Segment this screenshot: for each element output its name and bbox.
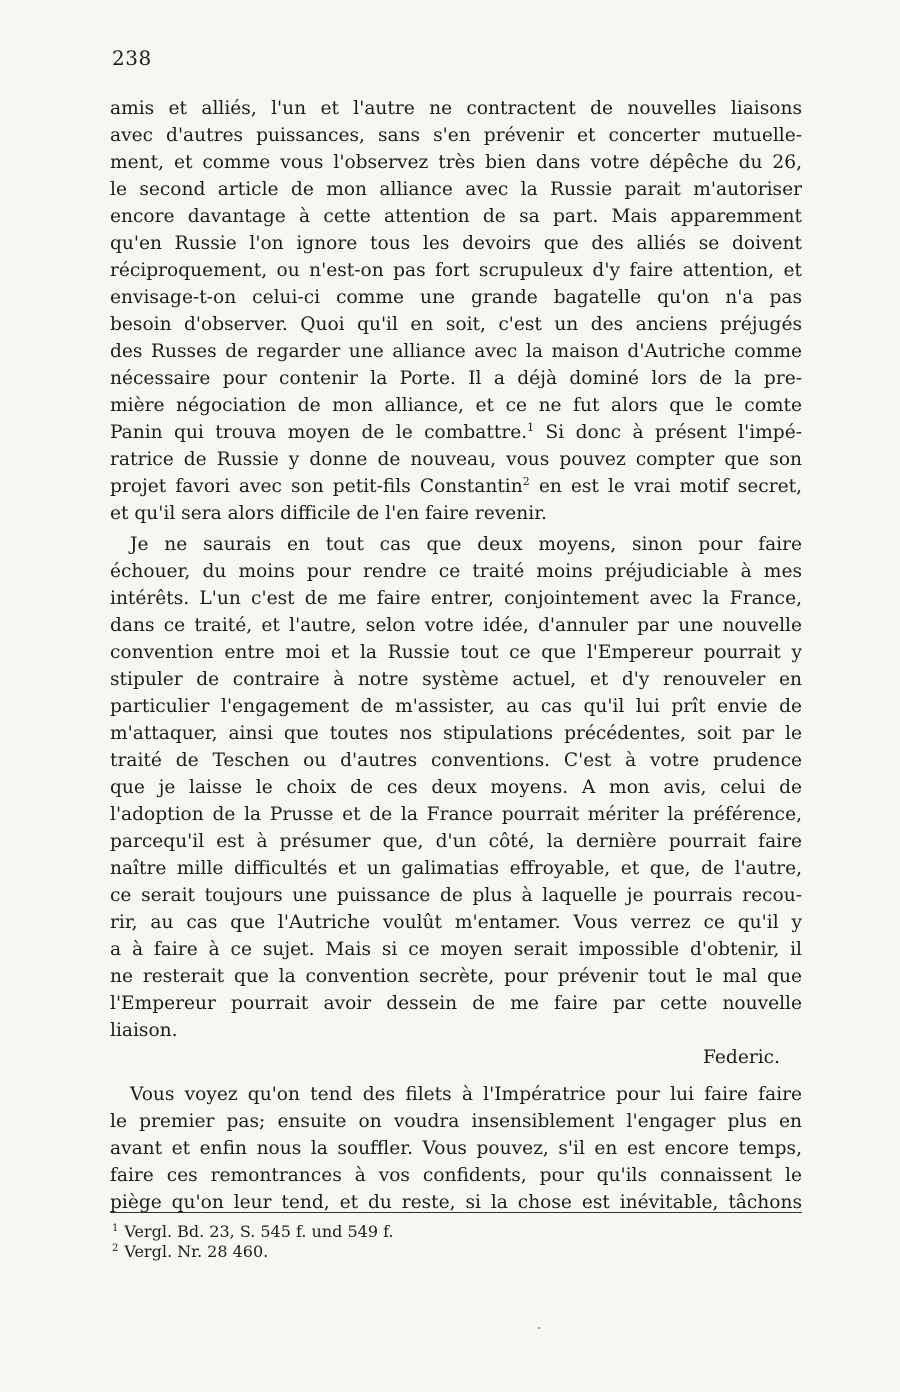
text-line: avec d'autres puissances, sans s'en prévenir et concerter mutuelle-	[110, 125, 802, 146]
text-segment: projet favori avec son petit-fils Constantin	[110, 476, 523, 497]
text-segment: en est le vrai motif secret,	[538, 476, 802, 497]
text-line: Vous voyez qu'on tend des filets à l'Impératrice pour lui faire faire	[130, 1084, 802, 1105]
text-line: amis et alliés, l'un et l'autre ne contractent de nouvelles liaisons	[110, 98, 802, 119]
paper-speck	[538, 1327, 540, 1329]
footnote-number: 2	[112, 1242, 119, 1254]
footnote-2	[112, 1242, 394, 1262]
footnote-text: Vergl. Nr. 28 460.	[124, 1242, 269, 1261]
text-line: liaison.	[110, 1020, 178, 1041]
text-line: réciproquement, ou n'est-on pas fort scrupuleux d'y faire attention, et	[110, 260, 802, 281]
text-line: qu'en Russie l'on ignore tous les devoirs que des alliés se doivent	[110, 233, 802, 254]
text-line: convention entre moi et la Russie tout ce que l'Empereur pourrait y	[110, 642, 802, 663]
text-line: rir, au cas que l'Autriche voulût m'entamer. Vous verrez ce qu'il y	[110, 912, 802, 933]
text-line: mière négociation de mon alliance, et ce ne fut alors que le comte	[110, 395, 802, 416]
page-number: 238	[112, 46, 152, 70]
text-line: avant et enfin nous la souffler. Vous pouvez, s'il en est encore temps,	[110, 1138, 802, 1159]
text-line: et qu'il sera alors difficile de l'en faire revenir.	[110, 503, 547, 524]
paragraph-1	[110, 95, 802, 527]
text-line: ment, et comme vous l'observez très bien dans votre dépêche du 26,	[110, 152, 802, 173]
text-line: ratrice de Russie y donne de nouveau, vous pouvez compter que son	[110, 449, 802, 470]
text-line: traité de Teschen ou d'autres conventions. C'est à votre prudence	[110, 750, 802, 771]
text-line: naître mille difficultés et un galimatias effroyable, et que, de l'autre,	[110, 858, 802, 879]
text-line: parcequ'il est à présumer que, d'un côté, la dernière pourrait faire	[110, 831, 802, 852]
text-line: le second article de mon alliance avec la Russie parait m'autoriser	[110, 179, 802, 200]
text-line: des Russes de regarder une alliance avec la maison d'Autriche comme	[110, 341, 802, 362]
text-line: Je ne saurais en tout cas que deux moyens, sinon pour faire	[130, 534, 802, 555]
text-line: m'attaquer, ainsi que toutes nos stipulations précédentes, soit par le	[110, 723, 802, 744]
text-line: nécessaire pour contenir la Porte. Il a déjà dominé lors de la pre-	[110, 368, 802, 389]
text-line: piège qu'on leur tend, et du reste, si la chose est inévitable, tâchons	[110, 1192, 802, 1213]
paragraph-2	[110, 531, 802, 1044]
text-line: particulier l'engagement de m'assister, au cas qu'il lui prît envie de	[110, 696, 802, 717]
text-line: ne resterait que la convention secrète, pour prévenir tout le mal que	[110, 966, 802, 987]
text-line	[110, 473, 802, 500]
text-line: échouer, du moins pour rendre ce traité moins préjudiciable à mes	[110, 561, 802, 582]
text-line: le premier pas; ensuite on voudra insensiblement l'engager plus en	[110, 1111, 802, 1132]
footnotes	[112, 1222, 394, 1262]
text-line: l'Empereur pourrait avoir dessein de me faire par cette nouvelle	[110, 993, 802, 1014]
text-line: que je laisse le choix de ces deux moyens. A mon avis, celui de	[110, 777, 802, 798]
signature: Federic.	[703, 1047, 780, 1068]
footnote-text: Vergl. Bd. 23, S. 545 f. und 549 f.	[124, 1222, 394, 1241]
text-line: faire ces remontrances à vos confidents, pour qu'ils connaissent le	[110, 1165, 802, 1186]
text-line: l'adoption de la Prusse et de la France pourrait mériter la préférence,	[110, 804, 802, 825]
text-line: envisage-t-on celui-ci comme une grande bagatelle qu'on n'a pas	[110, 287, 802, 308]
text-segment: Si donc à présent l'impé-	[545, 422, 802, 443]
text-line	[110, 419, 802, 446]
text-line: stipuler de contraire à notre système actuel, et d'y renouveler en	[110, 669, 802, 690]
text-line: dans ce traité, et l'autre, selon votre idée, d'annuler par une nouvelle	[110, 615, 802, 636]
footnote-mark-2: 2	[522, 474, 530, 488]
footnote-mark-1: 1	[527, 420, 535, 434]
footnote-divider	[110, 1212, 802, 1213]
text-line: ce serait toujours une puissance de plus à laquelle je pourrais recou-	[110, 885, 802, 906]
main-text	[110, 95, 802, 1216]
paragraph-3	[110, 1081, 802, 1216]
text-segment: Panin qui trouva moyen de le combattre.	[110, 422, 528, 443]
text-line: intérêts. L'un c'est de me faire entrer, conjointement avec la France,	[110, 588, 802, 609]
text-line: a à faire à ce sujet. Mais si ce moyen serait impossible d'obtenir, il	[110, 939, 802, 960]
text-line: encore davantage à cette attention de sa part. Mais apparemment	[110, 206, 802, 227]
footnote-1	[112, 1222, 394, 1242]
text-line: besoin d'observer. Quoi qu'il en soit, c'est un des anciens préjugés	[110, 314, 802, 335]
footnote-number: 1	[112, 1222, 119, 1234]
